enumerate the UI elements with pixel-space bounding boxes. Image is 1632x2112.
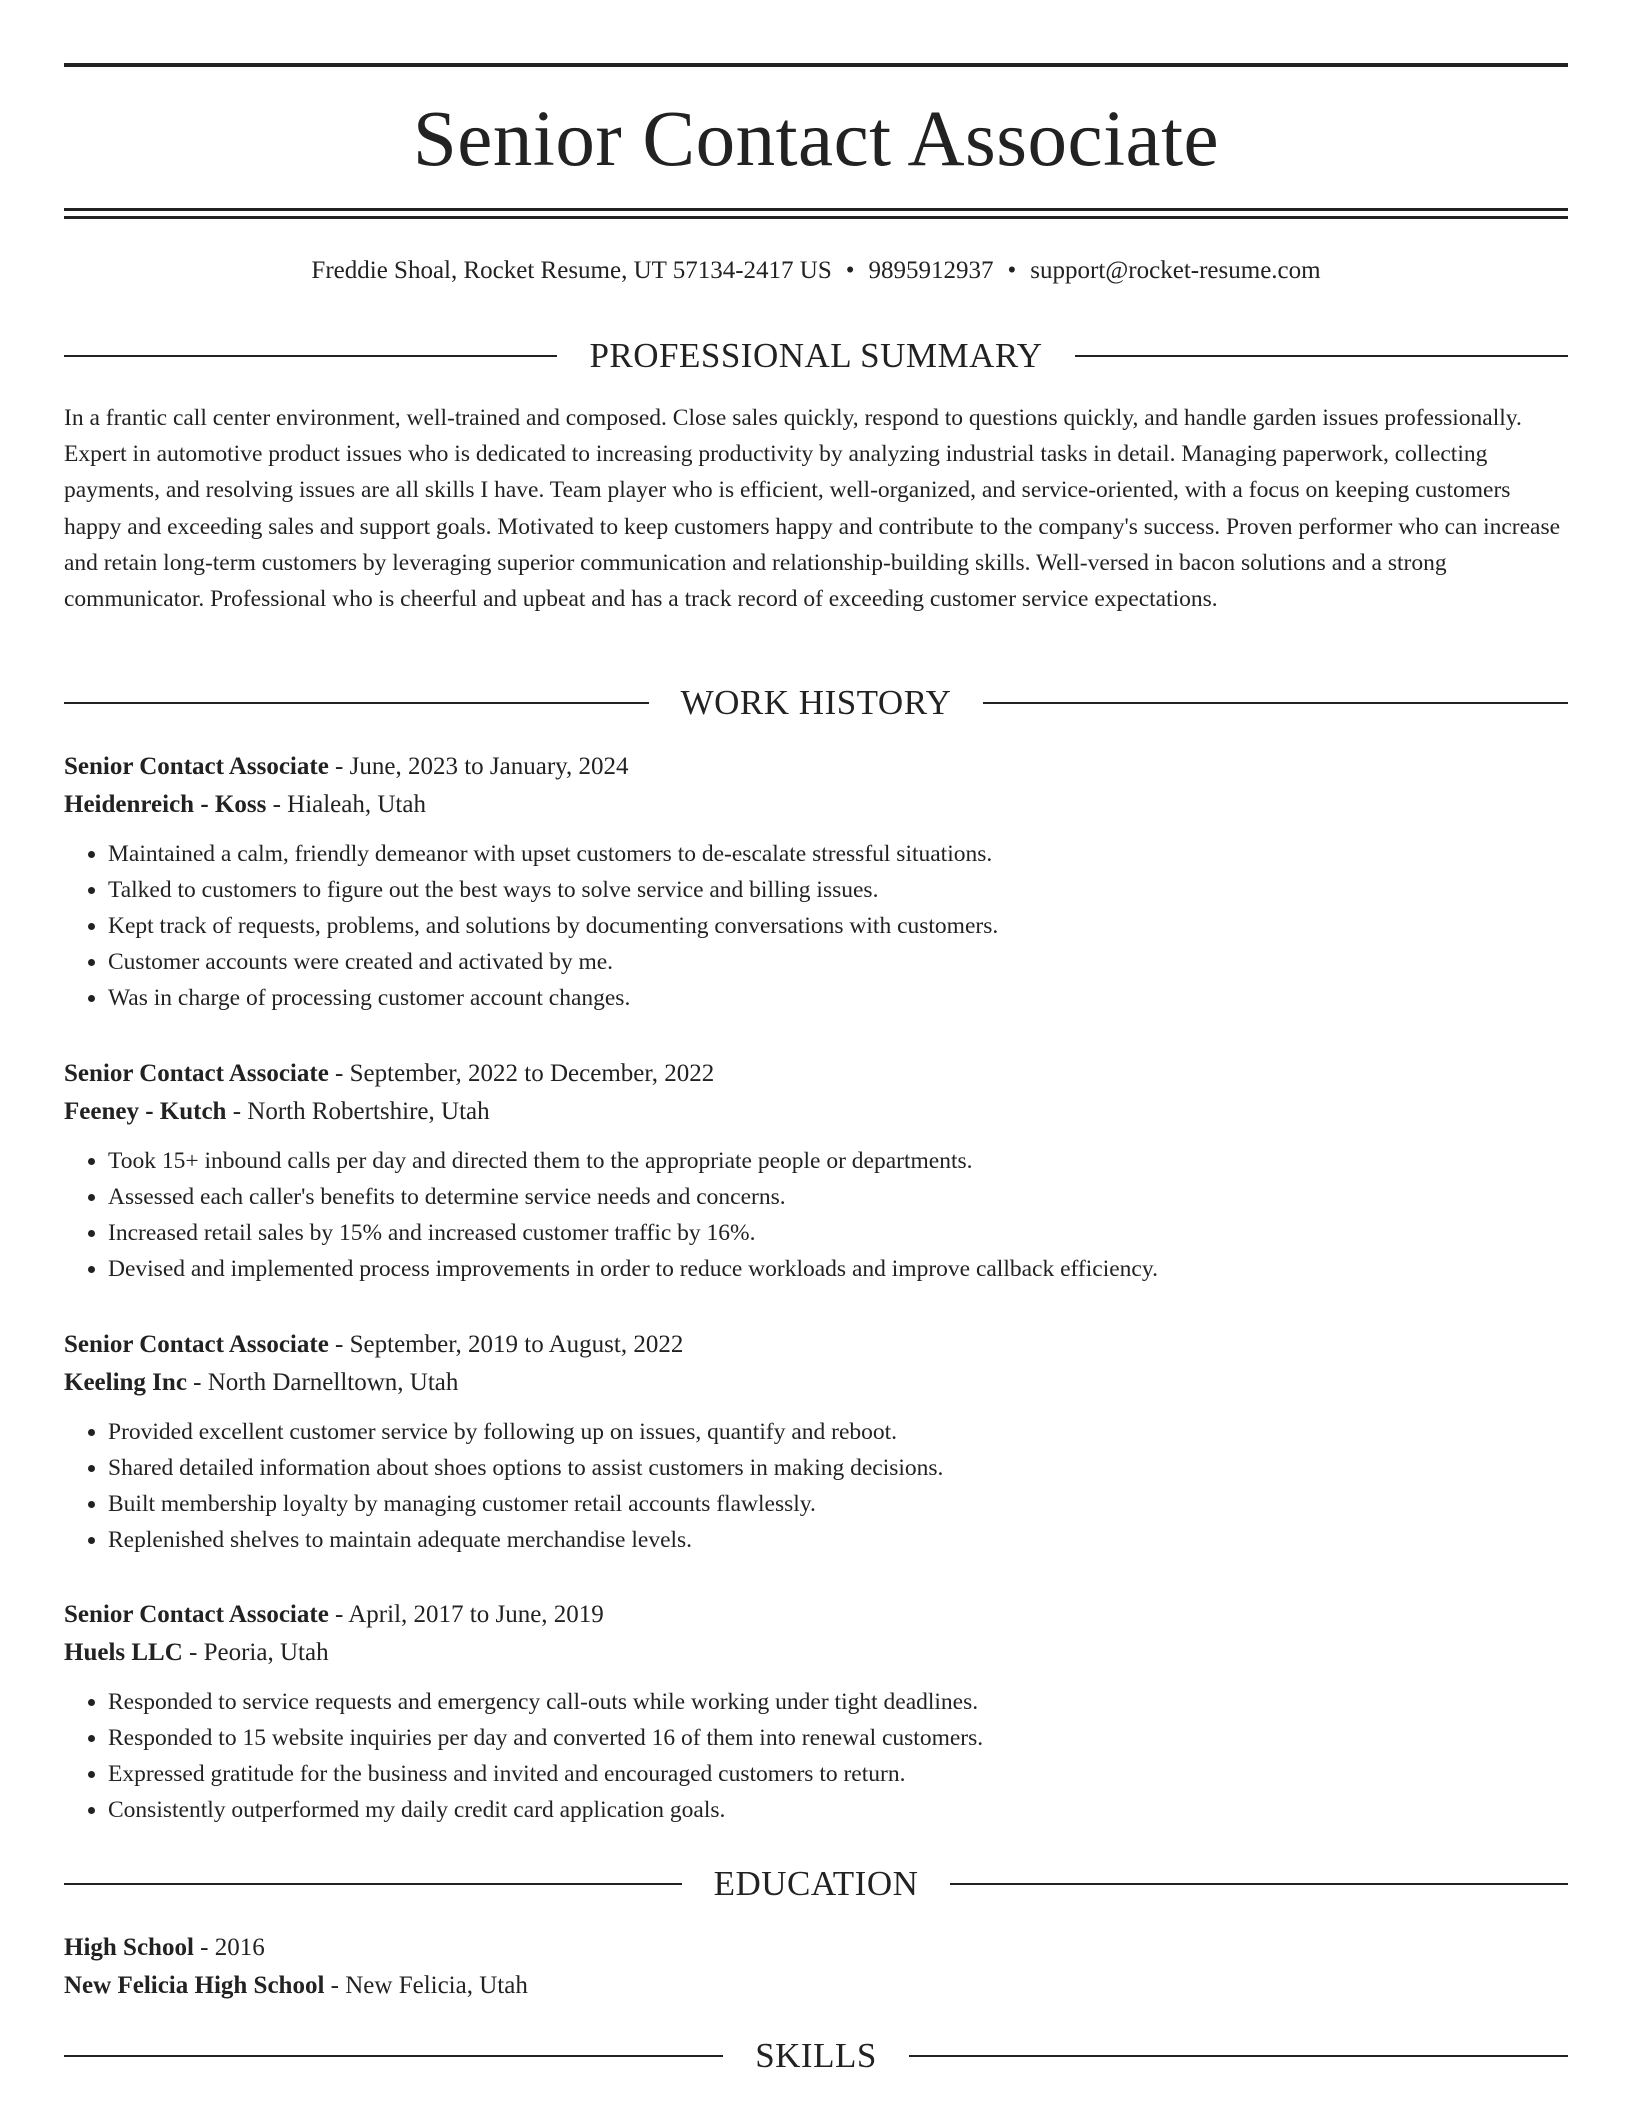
job-bullets: [64, 1414, 1568, 1558]
education-school-row: [64, 1967, 1568, 2005]
education-degree-row: [64, 1929, 1568, 1967]
summary-paragraph: In a frantic call center environment, well-trained and composed. Close sales quickly, respond to questions quickly, and handle garden issues professionally. Expert in automotive product issues who is dedicated to increasing productivity by analyzing industrial tasks in detail. Managing paperwork, collecting payments, and resolving issues are all skills I have. Team player who is efficient, well-organized, and service-oriented, with a focus on keeping customers happy and exceeding sales and support goals. Motivated to keep customers happy and contribute to the company's success. Proven performer who can increase and retain long-term customers by leveraging superior communication and relationship-building skills. Well-versed in bacon solutions and a strong communicator. Professional who is cheerful and upbeat and has a track record of exceeding customer service expectations.: [64, 405, 1561, 613]
dash: -: [328, 753, 350, 780]
section-title: EDUCATION: [713, 1864, 919, 1903]
job-entry: [64, 1596, 1568, 1828]
job-entry: [64, 1055, 1568, 1287]
education-location: New Felicia, Utah: [345, 1972, 528, 1999]
education-school: New Felicia High School: [64, 1972, 325, 1999]
job-bullet: • Took 15+ inbound calls per day and directed them to the appropriate people or departments.: [108, 1143, 1568, 1179]
education-degree: High School: [64, 1934, 194, 1961]
section-title: PROFESSIONAL SUMMARY: [589, 336, 1043, 375]
section-heading-skills: [64, 2034, 1568, 2078]
job-bullet: • Kept track of requests, problems, and solutions by documenting conversations with customers.: [108, 908, 1568, 944]
heading-rule-left: [64, 1883, 682, 1885]
job-company: Feeney - Kutch: [64, 1098, 227, 1125]
dash: -: [328, 1331, 350, 1358]
heading-rule-left: [64, 702, 649, 704]
job-title: Senior Contact Associate: [64, 1331, 329, 1358]
heading-rule-left: [64, 355, 557, 357]
job-bullet: • Replenished shelves to maintain adequate merchandise levels.: [108, 1522, 1568, 1558]
top-rule: [64, 63, 1568, 67]
dash: -: [186, 1369, 208, 1396]
job-company-row: [64, 1634, 1568, 1672]
job-title-row: [64, 1326, 1568, 1364]
job-company: Heidenreich - Koss: [64, 791, 267, 818]
dash: -: [328, 1060, 350, 1087]
job-bullets: [64, 1684, 1568, 1828]
job-title-row: [64, 748, 1568, 786]
resume-title: Senior Contact Associate: [412, 96, 1220, 183]
job-title: Senior Contact Associate: [64, 1601, 329, 1628]
job-bullet: • Maintained a calm, friendly demeanor with upset customers to de-escalate stressful situations.: [108, 836, 1568, 872]
job-bullets: [64, 836, 1568, 1016]
job-company-row: [64, 786, 1568, 824]
dash: -: [226, 1098, 248, 1125]
job-company-row: [64, 1093, 1568, 1131]
dash: -: [324, 1972, 346, 1999]
contact-phone: 9895912937: [868, 257, 994, 284]
job-dates: September, 2019 to August, 2022: [349, 1331, 684, 1358]
job-bullet: • Shared detailed information about shoes options to assist customers in making decisions.: [108, 1450, 1568, 1486]
job-bullet: • Built membership loyalty by managing customer retail accounts flawlessly.: [108, 1486, 1568, 1522]
job-location: North Darnelltown, Utah: [207, 1369, 459, 1396]
job-bullet: • Was in charge of processing customer account changes.: [108, 980, 1568, 1016]
job-bullet: • Expressed gratitude for the business and invited and encouraged customers to return.: [108, 1756, 1568, 1792]
job-bullet: • Responded to service requests and emergency call-outs while working under tight deadlines.: [108, 1684, 1568, 1720]
heading-rule-right: [1075, 355, 1568, 357]
contact-separator: •: [845, 257, 855, 284]
job-bullets: [64, 1143, 1568, 1287]
job-bullet: • Customer accounts were created and activated by me.: [108, 944, 1568, 980]
job-dates: September, 2022 to December, 2022: [349, 1060, 715, 1087]
section-heading-summary: [64, 334, 1568, 378]
heading-rule-right: [950, 1883, 1568, 1885]
job-title-row: [64, 1596, 1568, 1634]
section-heading-work-history: [64, 681, 1568, 725]
job-entry: [64, 748, 1568, 1016]
job-title-row: [64, 1055, 1568, 1093]
job-title: Senior Contact Associate: [64, 753, 329, 780]
job-bullet: • Talked to customers to figure out the best ways to solve service and billing issues.: [108, 872, 1568, 908]
dash: -: [182, 1639, 204, 1666]
heading-rule-right: [909, 2055, 1568, 2057]
job-company-row: [64, 1364, 1568, 1402]
section-title: SKILLS: [755, 2036, 877, 2075]
job-bullet: • Consistently outperformed my daily credit card application goals.: [108, 1792, 1568, 1828]
contact-separator: •: [1007, 257, 1017, 284]
job-company: Huels LLC: [64, 1639, 183, 1666]
job-company: Keeling Inc: [64, 1369, 187, 1396]
education-entry: [64, 1929, 1568, 2005]
job-entry: [64, 1326, 1568, 1558]
section-heading-education: [64, 1862, 1568, 1906]
job-bullet: • Provided excellent customer service by following up on issues, quantify and reboot.: [108, 1414, 1568, 1450]
heading-rule-left: [64, 2055, 723, 2057]
job-bullet: • Assessed each caller's benefits to determine service needs and concerns.: [108, 1179, 1568, 1215]
dash: -: [328, 1601, 349, 1628]
job-title: Senior Contact Associate: [64, 1060, 329, 1087]
education-year: 2016: [214, 1934, 265, 1961]
dash: -: [266, 791, 288, 818]
contact-email: support@rocket-resume.com: [1030, 257, 1321, 284]
job-bullet: • Devised and implemented process improvements in order to reduce workloads and improve callback efficiency.: [108, 1251, 1568, 1287]
job-bullet: • Increased retail sales by 15% and increased customer traffic by 16%.: [108, 1215, 1568, 1251]
title-rule-upper: [64, 208, 1568, 211]
job-location: North Robertshire, Utah: [247, 1098, 490, 1125]
contact-line: [64, 254, 1568, 288]
title-rule-lower: [64, 216, 1568, 219]
heading-rule-right: [983, 702, 1568, 704]
job-location: Peoria, Utah: [203, 1639, 329, 1666]
job-dates: April, 2017 to June, 2019: [348, 1601, 604, 1628]
job-bullet: • Responded to 15 website inquiries per day and converted 16 of them into renewal customers.: [108, 1720, 1568, 1756]
contact-address: Freddie Shoal, Rocket Resume, UT 57134-2417 US: [311, 257, 832, 284]
job-dates: June, 2023 to January, 2024: [349, 753, 629, 780]
section-title: WORK HISTORY: [680, 683, 952, 722]
job-location: Hialeah, Utah: [287, 791, 426, 818]
dash: -: [193, 1934, 215, 1961]
